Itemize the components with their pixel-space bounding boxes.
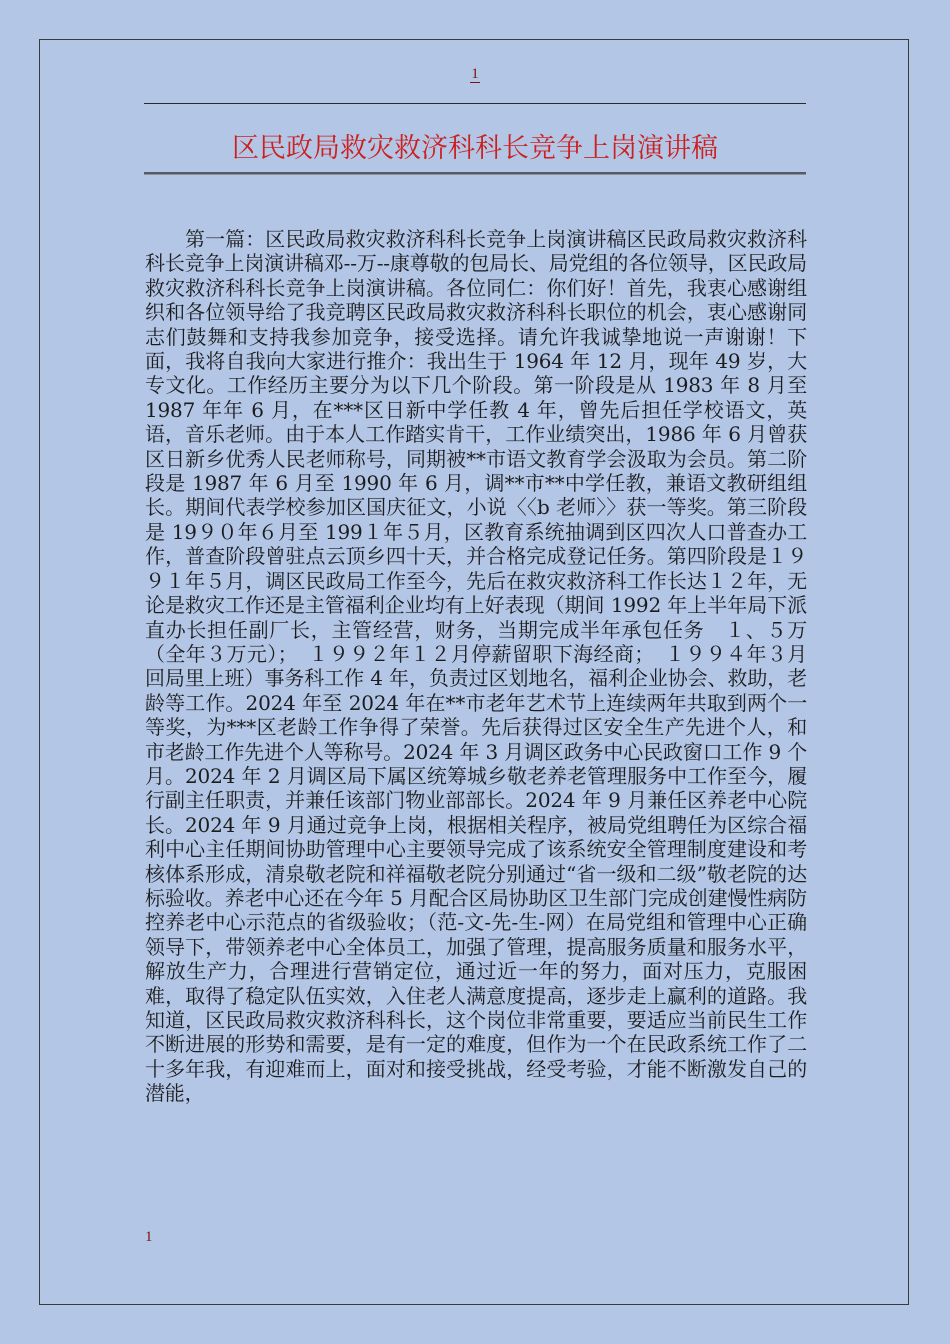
header-page-number bbox=[0, 66, 950, 83]
document-title: 区民政局救灾救济科科长竞争上岗演讲稿 bbox=[232, 133, 718, 164]
document-body: 第一篇：区民政局救灾救济科科长竞争上岗演讲稿区民政局救灾救济科科长竞争上岗演讲稿邓--万--康尊敬的包局长、局党组的各位领导，区民政局救灾救济科科长竞争上岗演讲稿。各位同仁：你们好！首先，我衷心感谢组织和各位领导给了我竞聘区民政局救灾救济科科长职位的机会，衷心感谢同志们鼓舞和支持我参加竞争，接受选择。请允许我诚挚地说一声谢谢！下面，我将自我向大家进行推介：我出生于 1964 年 12 月，现年 49 岁，大专文化。工作经历主要分为以下几个阶段。第一阶段是从 1983 年 8 月至 1987 年年 6 月，在***区日新中学任教 4 年，曾先后担任学校语文，英语，音乐老师。由于本人工作踏实肯干，工作业绩突出，1986 年 6 月曾获区日新乡优秀人民老师称号，同期被**市语文教育学会汲取为会员。第二阶段是 1987 年 6 月至 1990 年 6 月，调**市**中学任教，兼语文教研组组长。期间代表学校参加区国庆征文，小说〈〈b 老师〉〉获一等奖。第三阶段是 19９０年６月至 199１年５月，区教育系统抽调到区四次人口普查办工作，普查阶段曾驻点云顶乡四十天，并合格完成登记任务。第四阶段是１９９１年５月，调区民政局工作至今，先后在救灾救济科工作长达１２年，无论是救灾工作还是主管福利企业均有上好表现（期间 1992 年上半年局下派直办长担任副厂长，主管经营，财务，当期完成半年承包任务 １、５万（全年３万元）； １９９２年１２月停薪留职下海经商； １９９４年３月回局里上班）事务科工作 4 年，负责过区划地名，福利企业协会、救助，老龄等工作。2024 年至 2024 年在**市老年艺术节上连续两年共取到两个一等奖，为***区老龄工作争得了荣誉。先后获得过区安全生产先进个人，和市老龄工作先进个人等称号。2024 年 3 月调区政务中心民政窗口工作 9 个月。2024 年 2 月调区局下属区统筹城乡敬老养老管理服务中工作至今，履行副主任职责，并兼任该部门物业部部长。2024 年 9 月兼任区养老中心院长。2024 年 9 月通过竞争上岗，根据相关程序，被局党组聘任为区综合福利中心主任期间协助管理中心主要领导完成了该系统安全管理制度建设和考核体系形成，清泉敬老院和祥福敬老院分别通过“省一级和二级”敬老院的达标验收。养老中心还在今年 5 月配合区局协助区卫生部门完成创建慢性病防控养老中心示范点的省级验收；（范-文-先-生-网）在局党组和管理中心正确领导下，带领养老中心全体员工，加强了管理，提高服务质量和服务水平，解放生产力，合理进行营销定位，通过近一年的努力，面对压力，克服困难，取得了稳定队伍实效，入住老人满意度提高，逐步走上赢利的道路。我知道，区民政局救灾救济科科长，这个岗位非常重要，要适应当前民生工作不断进展的形势和需要，是有一定的难度，但作为一个在民政系统工作了二十多年我，有迎难而上，面对和接受挑战，经受考验，才能不断激发自己的潜能， bbox=[145, 227, 807, 1106]
footer-page-number: 1 bbox=[145, 1229, 153, 1245]
title-divider bbox=[144, 172, 806, 174]
header-page-number-text: 1 bbox=[471, 66, 479, 82]
header-divider bbox=[144, 103, 806, 104]
